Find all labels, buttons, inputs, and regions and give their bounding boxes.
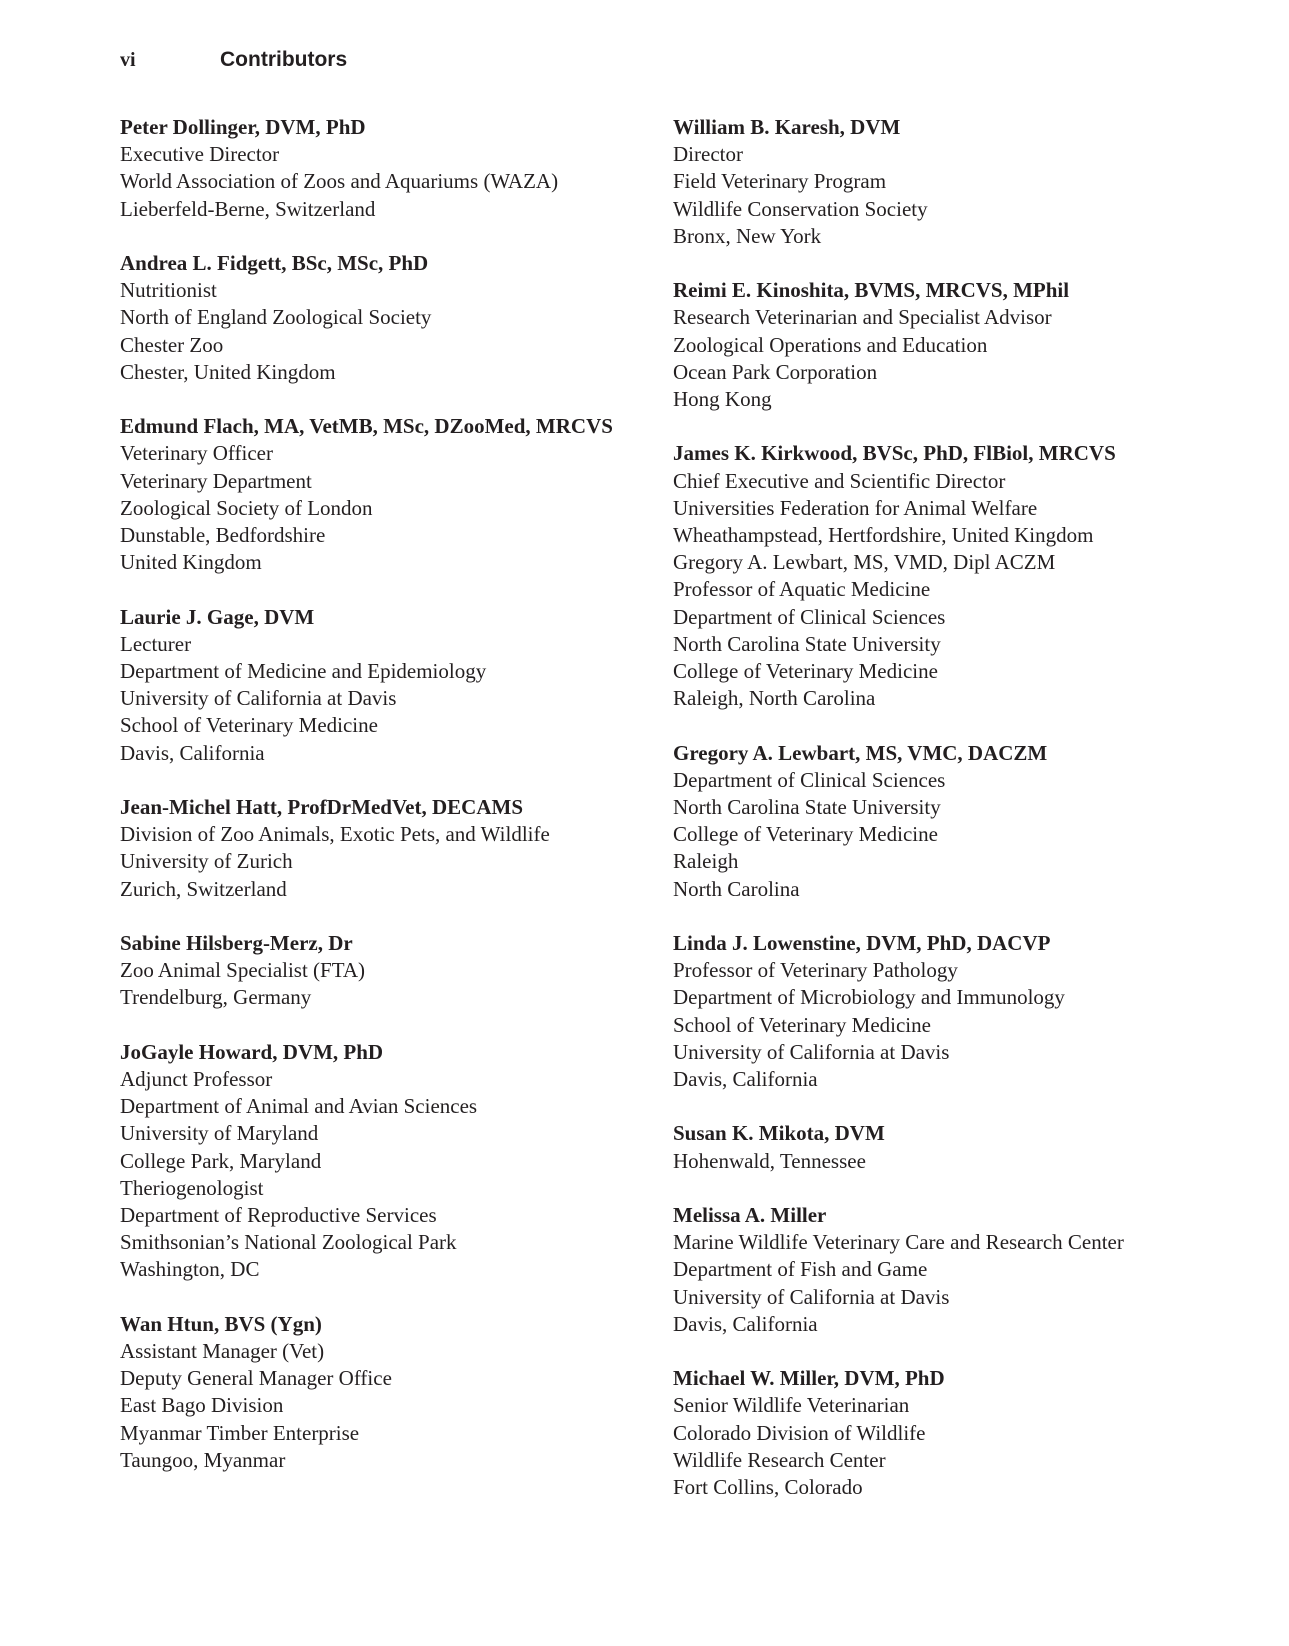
contributor-affiliation-line: Marine Wildlife Veterinary Care and Research Center: [673, 1230, 1124, 1255]
contributor-entry: [120, 1039, 640, 1284]
contributor-affiliation-line: Fort Collins, Colorado: [673, 1475, 863, 1500]
contributor-name: Gregory A. Lewbart, MS, VMC, DACZM: [673, 740, 1048, 765]
contributor-name: Sabine Hilsberg-Merz, Dr: [120, 931, 353, 956]
contributor-entry: [673, 1365, 1233, 1501]
contributor-affiliation-line: Ocean Park Corporation: [673, 359, 878, 384]
contributor-affiliation-line: Professor of Veterinary Pathology: [673, 958, 958, 983]
contributor-affiliation-line: Washington, DC: [120, 1257, 260, 1282]
contributor-affiliation-line: College of Veterinary Medicine: [673, 822, 938, 847]
contributor-name: Reimi E. Kinoshita, BVMS, MRCVS, MPhil: [673, 278, 1070, 303]
contributor-affiliation-line: Adjunct Professor: [120, 1067, 273, 1092]
contributor-affiliation-line: Department of Reproductive Services: [120, 1203, 437, 1228]
contributor-affiliation-line: Department of Microbiology and Immunology: [673, 985, 1065, 1010]
running-head: [120, 48, 347, 72]
contributor-affiliation-line: Division of Zoo Animals, Exotic Pets, and Wildlife: [120, 822, 550, 847]
contributor-name: Peter Dollinger, DVM, PhD: [120, 115, 366, 139]
contributor-affiliation-line: United Kingdom: [120, 550, 262, 575]
contributor-affiliation-line: Chief Executive and Scientific Director: [673, 468, 1006, 493]
contributor-affiliation-line: Raleigh: [673, 849, 739, 874]
contributor-affiliation-line: Director: [673, 142, 743, 167]
contributor-name: Linda J. Lowenstine, DVM, PhD, DACVP: [673, 931, 1051, 956]
contributor-affiliation-line: University of California at Davis: [673, 1039, 950, 1064]
contributor-entry: [673, 440, 1233, 712]
contributor-affiliation-line: Zoo Animal Specialist (FTA): [120, 958, 366, 983]
contributor-affiliation-line: Professor of Aquatic Medicine: [673, 577, 931, 602]
contributor-name: Michael W. Miller, DVM, PhD: [673, 1366, 945, 1391]
contributor-entry: [120, 794, 640, 903]
contributor-affiliation-line: Zoological Operations and Education: [673, 332, 988, 357]
contributor-name: JoGayle Howard, DVM, PhD: [120, 1039, 384, 1064]
contributor-affiliation-line: Veterinary Officer: [120, 441, 273, 466]
contributor-affiliation-line: Colorado Division of Wildlife: [673, 1420, 926, 1445]
contributor-affiliation-line: College of Veterinary Medicine: [673, 659, 938, 684]
contributor-affiliation-line: Chester, United Kingdom: [120, 359, 336, 384]
contributor-affiliation-line: Dunstable, Bedfordshire: [120, 523, 326, 548]
contributor-affiliation-line: Department of Medicine and Epidemiology: [120, 659, 487, 684]
contributor-affiliation-line: North of England Zoological Society: [120, 305, 432, 330]
contributor-affiliation-line: Taungoo, Myanmar: [120, 1447, 286, 1472]
contributor-entry: [673, 740, 1233, 903]
contributor-affiliation-line: World Association of Zoos and Aquariums (WAZA): [120, 169, 559, 194]
left-column: [120, 114, 640, 1501]
contributor-affiliation-line: Executive Director: [120, 142, 280, 167]
section-title: Contributors: [220, 48, 348, 71]
contributor-affiliation-line: Assistant Manager (Vet): [120, 1339, 325, 1364]
contributor-entry: [120, 114, 640, 223]
contributor-affiliation-line: Department of Clinical Sciences: [673, 604, 946, 629]
contributor-name: Susan K. Mikota, DVM: [673, 1121, 885, 1146]
contributor-entry: [673, 277, 1233, 413]
contributor-affiliation-line: East Bago Division: [120, 1393, 284, 1418]
contributor-affiliation-line: School of Veterinary Medicine: [120, 713, 378, 738]
contributor-name: Laurie J. Gage, DVM: [120, 604, 315, 629]
contributor-name: Andrea L. Fidgett, BSc, MSc, PhD: [120, 251, 429, 275]
contributor-affiliation-line: Deputy General Manager Office: [120, 1366, 392, 1391]
contributor-affiliation-line: Wildlife Research Center: [673, 1447, 886, 1472]
contributor-affiliation-line: Bronx, New York: [673, 223, 822, 248]
contributor-affiliation-line: Zoological Society of London: [120, 495, 373, 520]
contributor-name: James K. Kirkwood, BVSc, PhD, FlBiol, MRCVS: [673, 441, 1116, 466]
contributor-name: Jean-Michel Hatt, ProfDrMedVet, DECAMS: [120, 795, 523, 820]
contributor-affiliation-line: Department of Clinical Sciences: [673, 767, 946, 792]
contributor-affiliation-line: Zurich, Switzerland: [120, 876, 287, 901]
contributor-affiliation-line: Raleigh, North Carolina: [673, 686, 876, 711]
contributor-affiliation-line: University of Maryland: [120, 1121, 319, 1146]
contributor-affiliation-line: Chester Zoo: [120, 332, 224, 357]
contributor-entry: [120, 250, 640, 386]
contributor-affiliation-line: University of California at Davis: [120, 686, 397, 711]
contributor-affiliation-line: Wildlife Conservation Society: [673, 196, 928, 221]
contributor-affiliation-line: Wheathampstead, Hertfordshire, United Kingdom: [673, 523, 1094, 548]
contributor-affiliation-line: University of California at Davis: [673, 1284, 950, 1309]
contributor-name: Edmund Flach, MA, VetMB, MSc, DZooMed, MRCVS: [120, 414, 613, 439]
contributor-affiliation-line: Department of Animal and Avian Sciences: [120, 1094, 478, 1119]
contributor-entry: [120, 1311, 640, 1474]
contributor-name: Wan Htun, BVS (Ygn): [120, 1311, 322, 1336]
contributor-name: William B. Karesh, DVM: [673, 115, 901, 139]
contributor-entry: [120, 413, 640, 576]
contributor-affiliation-line: Gregory A. Lewbart, MS, VMD, Dipl ACZM: [673, 550, 1056, 575]
contributor-affiliation-line: North Carolina State University: [673, 631, 941, 656]
contributor-affiliation-line: Davis, California: [120, 740, 265, 765]
contributor-affiliation-line: Davis, California: [673, 1067, 818, 1092]
contributor-name: Melissa A. Miller: [673, 1203, 827, 1228]
contributor-entry: [120, 930, 640, 1012]
contributor-affiliation-line: School of Veterinary Medicine: [673, 1012, 931, 1037]
contributor-affiliation-line: North Carolina: [673, 876, 800, 901]
contributor-affiliation-line: Department of Fish and Game: [673, 1257, 928, 1282]
contributor-entry: [120, 604, 640, 767]
contributor-affiliation-line: Myanmar Timber Enterprise: [120, 1420, 360, 1445]
contributor-entry: [673, 930, 1233, 1093]
contributor-affiliation-line: Hohenwald, Tennessee: [673, 1148, 866, 1173]
contributor-affiliation-line: Senior Wildlife Veterinarian: [673, 1393, 910, 1418]
contributor-affiliation-line: Smithsonian’s National Zoological Park: [120, 1230, 457, 1255]
contributor-entry: [673, 1202, 1233, 1338]
contributor-affiliation-line: Veterinary Department: [120, 468, 312, 493]
page-number: vi: [120, 49, 136, 71]
contributor-affiliation-line: North Carolina State University: [673, 795, 941, 820]
contributor-affiliation-line: Trendelburg, Germany: [120, 985, 312, 1010]
contributor-affiliation-line: Hong Kong: [673, 387, 772, 412]
contributor-affiliation-line: Field Veterinary Program: [673, 169, 887, 194]
contributor-entry: [673, 1120, 1233, 1174]
contributor-affiliation-line: Universities Federation for Animal Welfare: [673, 495, 1038, 520]
contributor-affiliation-line: Theriogenologist: [120, 1175, 264, 1200]
contributor-entry: [673, 114, 1233, 250]
right-column: [673, 114, 1233, 1528]
contributor-affiliation-line: Lieberfeld-Berne, Switzerland: [120, 196, 376, 221]
contributor-affiliation-line: Davis, California: [673, 1311, 818, 1336]
contributor-affiliation-line: Research Veterinarian and Specialist Advisor: [673, 305, 1052, 330]
contributor-affiliation-line: Lecturer: [120, 631, 192, 656]
contributor-affiliation-line: College Park, Maryland: [120, 1148, 322, 1173]
contributor-affiliation-line: University of Zurich: [120, 849, 293, 874]
contributor-affiliation-line: Nutritionist: [120, 278, 217, 303]
